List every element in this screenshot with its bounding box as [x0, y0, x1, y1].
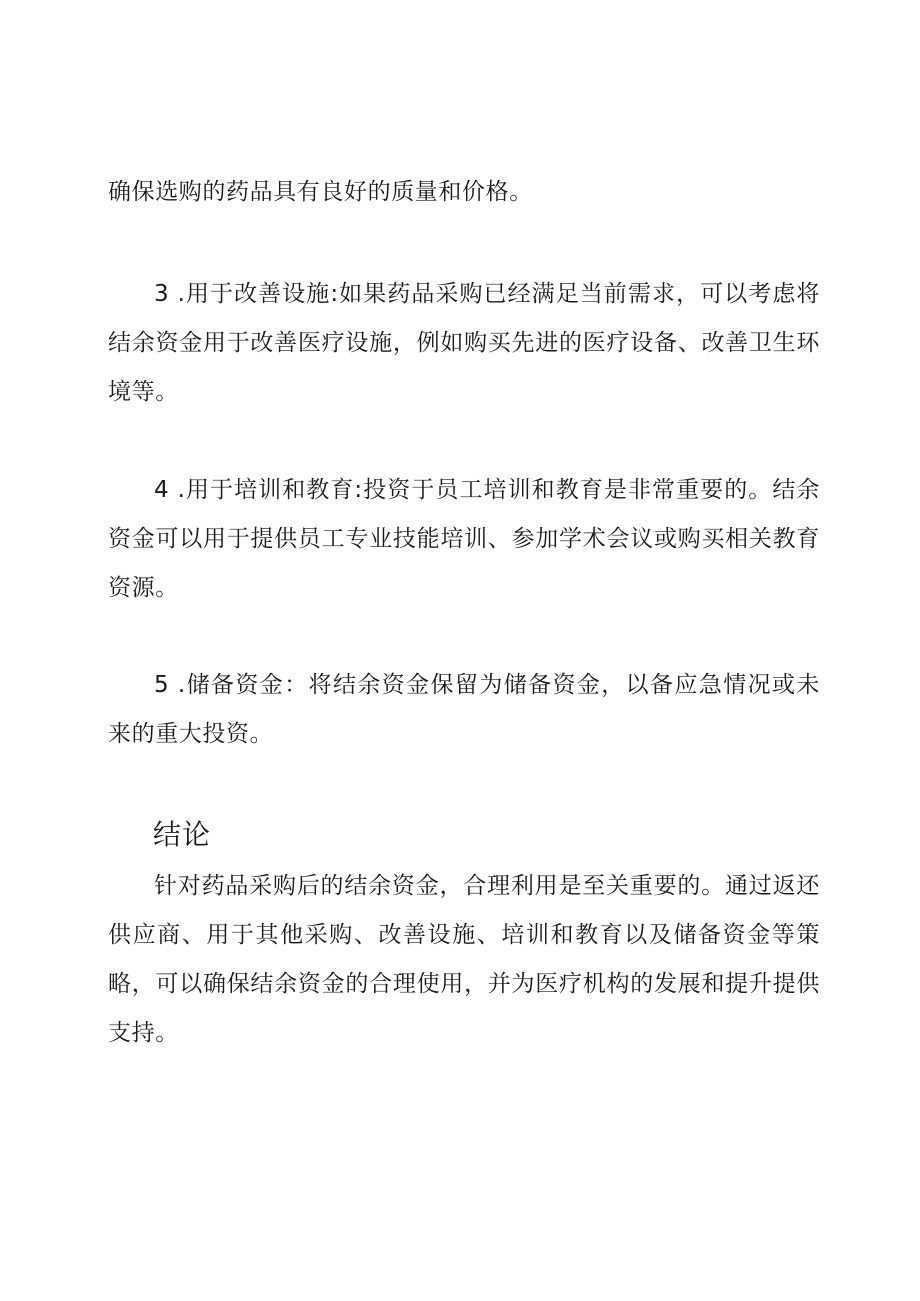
conclusion-heading: 结论 [153, 818, 212, 851]
conclusion-paragraph: 针对药品采购后的结余资金，合理利用是至关重要的。通过返还供应商、用于其他采购、改善设施、培训和教育以及储备资金等策略，可以确保结余资金的合理使用，并为医疗机构的发展和提升提供支持。 [108, 873, 820, 1046]
list-item-improve-facilities: 3 .用于改善设施:如果药品采购已经满足当前需求，可以考虑将结余资金用于改善医疗设施，例如购买先进的医疗设备、改善卫生环境等。 [108, 281, 820, 405]
list-item-training-education: 4 .用于培训和教育:投资于员工培训和教育是非常重要的。结余资金可以用于提供员工专业技能培训、参加学术会议或购买相关教育资源。 [108, 477, 820, 601]
list-item-reserve-funds: 5 .储备资金：将结余资金保留为储备资金，以备应急情况或未来的重大投资。 [108, 672, 820, 747]
paragraph-quality-price: 确保选购的药品具有良好的质量和价格。 [108, 179, 533, 205]
